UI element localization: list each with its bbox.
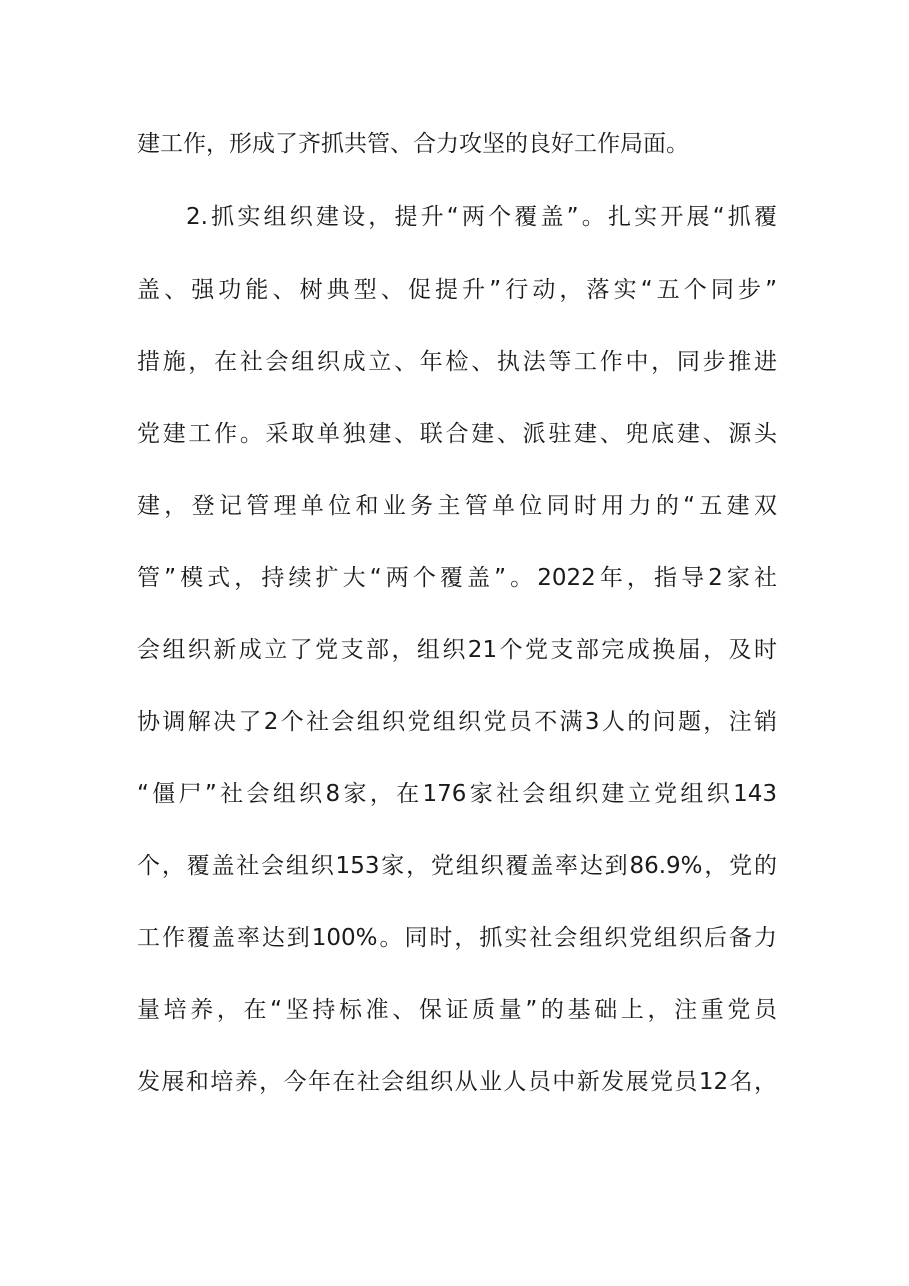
text-line-2: 2.抓实组织建设，提升“两个覆盖”。扎实开展“抓覆 <box>186 204 777 230</box>
text-line-1: 建工作，形成了齐抓共管、合力攻坚的良好工作局面。 <box>137 131 689 157</box>
text-line-5: 党建工作。采取单独建、联合建、派驻建、兜底建、源头 <box>137 421 777 447</box>
text-line-6: 建，登记管理单位和业务主管单位同时用力的“五建双 <box>137 493 777 519</box>
text-line-11: 个，覆盖社会组织153家，党组织覆盖率达到86.9%，党的 <box>137 853 777 879</box>
text-line-4: 措施，在社会组织成立、年检、执法等工作中，同步推进 <box>137 349 777 375</box>
text-line-12: 工作覆盖率达到100%。同时，抓实社会组织党组织后备力 <box>137 925 777 951</box>
text-line-8: 会组织新成立了党支部，组织21个党支部完成换届，及时 <box>137 637 777 663</box>
text-line-7: 管”模式，持续扩大“两个覆盖”。2022年，指导2家社 <box>137 565 777 591</box>
text-line-9: 协调解决了2个社会组织党组织党员不满3人的问题，注销 <box>137 709 777 735</box>
text-line-14: 发展和培养，今年在社会组织从业人员中新发展党员12名， <box>137 1069 777 1095</box>
text-line-3: 盖、强功能、树典型、促提升”行动，落实“五个同步” <box>137 277 777 303</box>
text-line-10: “僵尸”社会组织8家，在176家社会组织建立党组织143 <box>137 781 777 807</box>
text-line-13: 量培养，在“坚持标准、保证质量”的基础上，注重党员 <box>137 997 777 1023</box>
